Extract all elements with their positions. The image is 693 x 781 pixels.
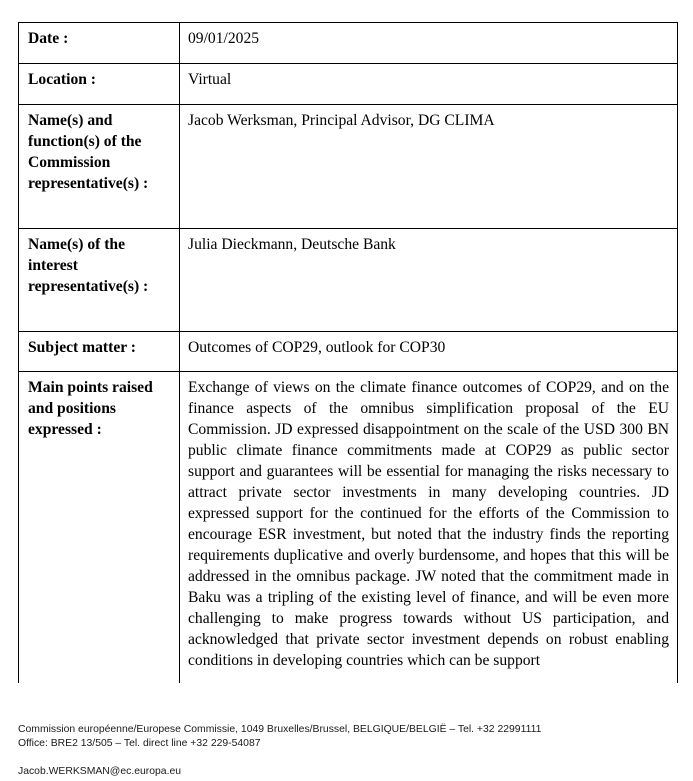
subject-matter-row bbox=[19, 332, 678, 372]
date-label: Date : bbox=[19, 23, 180, 64]
location-label: Location : bbox=[19, 64, 180, 105]
main-points-value: Exchange of views on the climate finance outcomes of COP29, and on the finance aspects of the omnibus simplification proposal of the EU Commission. JD expressed disappointment on the scale of the USD 300 BN public climate finance commitments made at COP29 as public sector support and guarantees will be essential for managing the risks necessary to attract private sector investments in many developing countries. JD expressed support for the continued for the efforts of the Commission to encourage ESR investment, but noted that the industry finds the reporting requirements duplicative and overly burdensome, and hopes that this will be addressed in the omnibus package. JW noted that the commitment made in Baku was a tripling of the existing level of finance, and will be even more challenging to make progress towards without US participation, and acknowledged that private sector investment depends on robust enabling conditions in developing countries which can be support bbox=[180, 372, 678, 684]
subject-matter-label: Subject matter : bbox=[19, 332, 180, 372]
interest-representative-value: Julia Dieckmann, Deutsche Bank bbox=[180, 229, 678, 332]
main-points-label: Main points raised and positions expressed : bbox=[19, 372, 180, 684]
footer-email: Jacob.WERKSMAN@ec.europa.eu bbox=[18, 766, 182, 777]
interest-representative-label: Name(s) of the interest representative(s) : bbox=[19, 229, 180, 332]
main-points-row bbox=[19, 372, 678, 684]
footer-address: Commission européenne/Europese Commissie, 1049 Bruxelles/Brussel, BELGIQUE/BELGIË – Tel. +32 22991111 bbox=[18, 724, 542, 735]
location-row bbox=[19, 64, 678, 105]
interest-representative-row bbox=[19, 229, 678, 332]
commission-representative-label: Name(s) and function(s) of the Commission representative(s) : bbox=[19, 105, 180, 229]
commission-representative-row bbox=[19, 105, 678, 229]
footer-office: Office: BRE2 13/505 – Tel. direct line +32 229-54087 bbox=[18, 738, 261, 749]
meeting-record-table bbox=[18, 22, 678, 683]
location-value: Virtual bbox=[180, 64, 678, 105]
subject-matter-value: Outcomes of COP29, outlook for COP30 bbox=[180, 332, 678, 372]
commission-representative-value: Jacob Werksman, Principal Advisor, DG CLIMA bbox=[180, 105, 678, 229]
date-row bbox=[19, 23, 678, 64]
date-value: 09/01/2025 bbox=[180, 23, 678, 64]
